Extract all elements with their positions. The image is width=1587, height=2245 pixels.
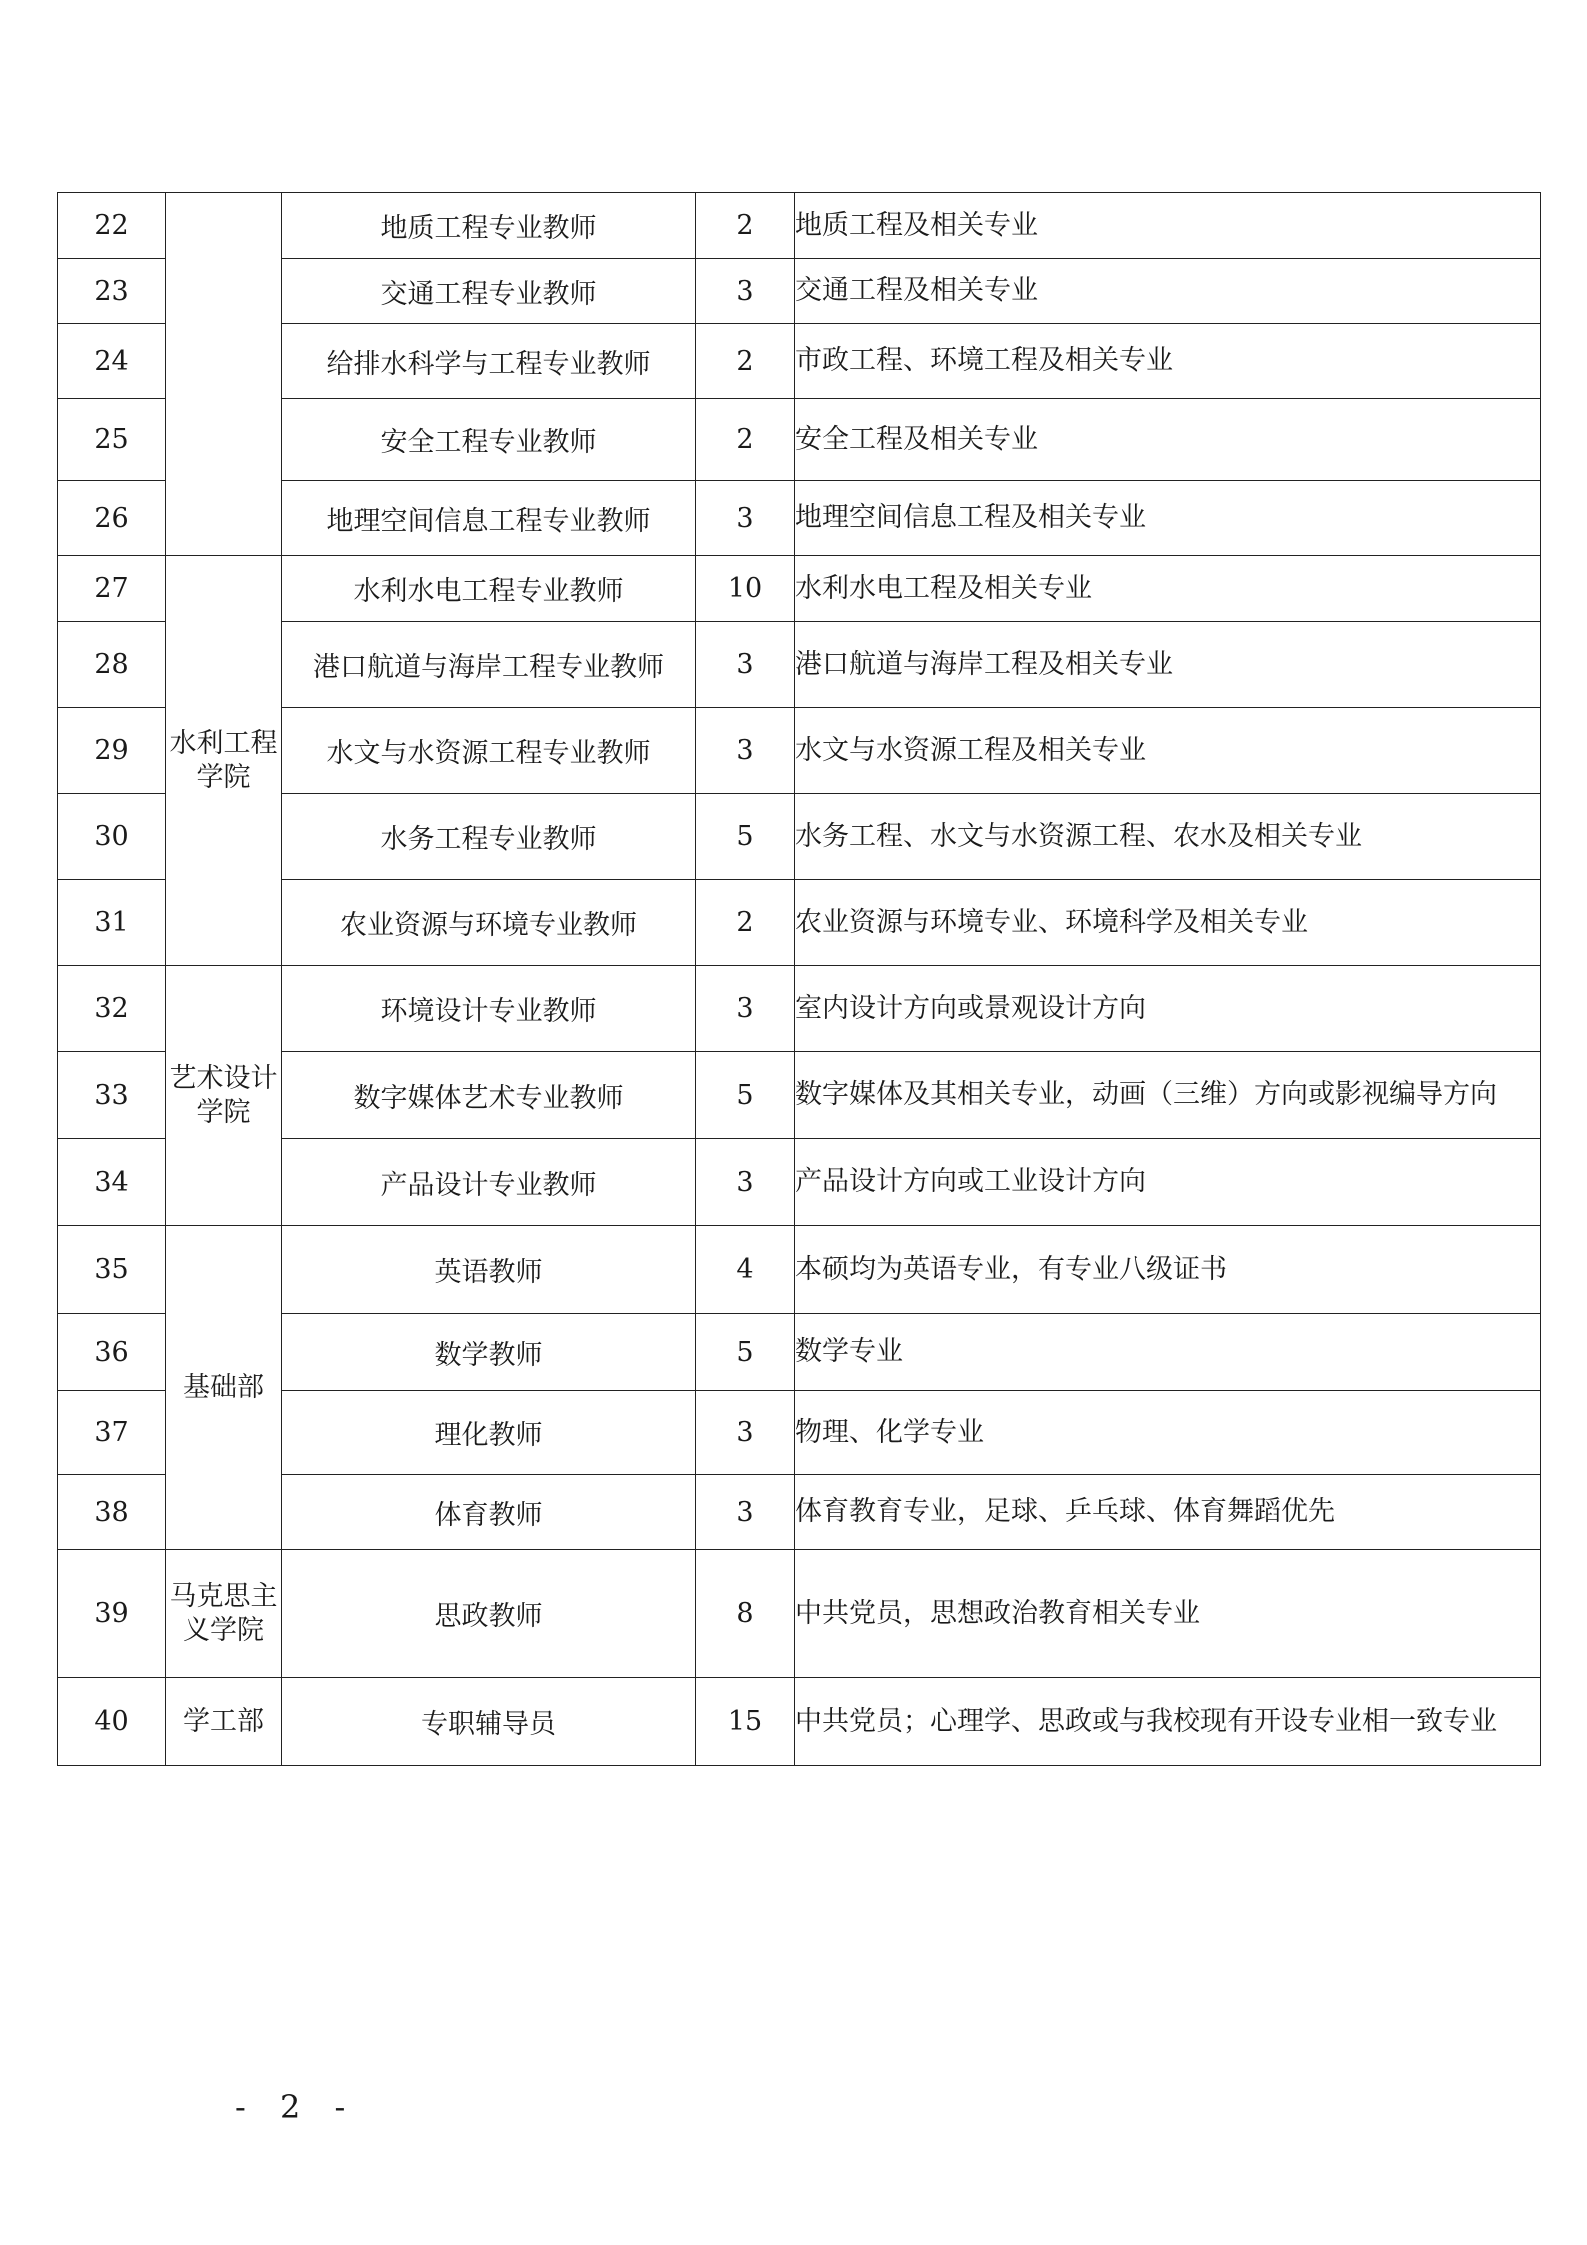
count-cell: 3 <box>696 1391 795 1475</box>
row-number: 33 <box>58 1052 166 1139</box>
page-number: - 2 - <box>235 2088 358 2126</box>
count-cell: 3 <box>696 622 795 708</box>
position-cell: 体育教师 <box>282 1475 696 1550</box>
requirement-cell: 体育教育专业，足球、乒乓球、体育舞蹈优先 <box>795 1475 1541 1550</box>
count-cell: 5 <box>696 1314 795 1391</box>
count-cell: 3 <box>696 966 795 1052</box>
count-cell: 3 <box>696 708 795 794</box>
requirement-cell: 中共党员；心理学、思政或与我校现有开设专业相一致专业 <box>795 1678 1541 1766</box>
position-cell: 水利水电工程专业教师 <box>282 556 696 622</box>
requirement-cell: 地质工程及相关专业 <box>795 193 1541 259</box>
count-cell: 2 <box>696 324 795 399</box>
requirement-cell: 室内设计方向或景观设计方向 <box>795 966 1541 1052</box>
position-cell: 环境设计专业教师 <box>282 966 696 1052</box>
count-cell: 2 <box>696 399 795 481</box>
requirement-cell: 中共党员，思想政治教育相关专业 <box>795 1550 1541 1678</box>
table-row <box>58 193 1541 259</box>
department-cell: 艺术设计学院 <box>166 966 282 1226</box>
count-cell: 10 <box>696 556 795 622</box>
position-cell: 理化教师 <box>282 1391 696 1475</box>
row-number: 36 <box>58 1314 166 1391</box>
department-cell: 马克思主义学院 <box>166 1550 282 1678</box>
recruitment-table <box>57 192 1541 1766</box>
table-row <box>58 1678 1541 1766</box>
position-cell: 港口航道与海岸工程专业教师 <box>282 622 696 708</box>
position-cell: 地理空间信息工程专业教师 <box>282 481 696 556</box>
position-cell: 交通工程专业教师 <box>282 259 696 324</box>
count-cell: 3 <box>696 1139 795 1226</box>
row-number: 24 <box>58 324 166 399</box>
row-number: 23 <box>58 259 166 324</box>
row-number: 40 <box>58 1678 166 1766</box>
row-number: 28 <box>58 622 166 708</box>
requirement-cell: 水文与水资源工程及相关专业 <box>795 708 1541 794</box>
requirement-cell: 数学专业 <box>795 1314 1541 1391</box>
position-cell: 英语教师 <box>282 1226 696 1314</box>
count-cell: 5 <box>696 1052 795 1139</box>
position-cell: 产品设计专业教师 <box>282 1139 696 1226</box>
table-row <box>58 556 1541 622</box>
count-cell: 15 <box>696 1678 795 1766</box>
table-row <box>58 1550 1541 1678</box>
table-row <box>58 1226 1541 1314</box>
department-cell <box>166 193 282 556</box>
count-cell: 3 <box>696 1475 795 1550</box>
requirement-cell: 水务工程、水文与水资源工程、农水及相关专业 <box>795 794 1541 880</box>
row-number: 32 <box>58 966 166 1052</box>
position-cell: 地质工程专业教师 <box>282 193 696 259</box>
requirement-cell: 本硕均为英语专业，有专业八级证书 <box>795 1226 1541 1314</box>
row-number: 27 <box>58 556 166 622</box>
row-number: 37 <box>58 1391 166 1475</box>
requirement-cell: 数字媒体及其相关专业，动画（三维）方向或影视编导方向 <box>795 1052 1541 1139</box>
count-cell: 5 <box>696 794 795 880</box>
count-cell: 2 <box>696 880 795 966</box>
row-number: 35 <box>58 1226 166 1314</box>
row-number: 34 <box>58 1139 166 1226</box>
count-cell: 3 <box>696 481 795 556</box>
count-cell: 4 <box>696 1226 795 1314</box>
count-cell: 3 <box>696 259 795 324</box>
row-number: 31 <box>58 880 166 966</box>
position-cell: 数字媒体艺术专业教师 <box>282 1052 696 1139</box>
position-cell: 思政教师 <box>282 1550 696 1678</box>
requirement-cell: 市政工程、环境工程及相关专业 <box>795 324 1541 399</box>
department-cell: 学工部 <box>166 1678 282 1766</box>
row-number: 25 <box>58 399 166 481</box>
count-cell: 2 <box>696 193 795 259</box>
position-cell: 给排水科学与工程专业教师 <box>282 324 696 399</box>
row-number: 22 <box>58 193 166 259</box>
requirement-cell: 水利水电工程及相关专业 <box>795 556 1541 622</box>
requirement-cell: 地理空间信息工程及相关专业 <box>795 481 1541 556</box>
requirement-cell: 交通工程及相关专业 <box>795 259 1541 324</box>
requirement-cell: 农业资源与环境专业、环境科学及相关专业 <box>795 880 1541 966</box>
requirement-cell: 物理、化学专业 <box>795 1391 1541 1475</box>
count-cell: 8 <box>696 1550 795 1678</box>
position-cell: 水务工程专业教师 <box>282 794 696 880</box>
requirement-cell: 安全工程及相关专业 <box>795 399 1541 481</box>
row-number: 26 <box>58 481 166 556</box>
requirement-cell: 产品设计方向或工业设计方向 <box>795 1139 1541 1226</box>
position-cell: 数学教师 <box>282 1314 696 1391</box>
row-number: 39 <box>58 1550 166 1678</box>
position-cell: 安全工程专业教师 <box>282 399 696 481</box>
department-cell: 基础部 <box>166 1226 282 1550</box>
position-cell: 专职辅导员 <box>282 1678 696 1766</box>
row-number: 30 <box>58 794 166 880</box>
position-cell: 农业资源与环境专业教师 <box>282 880 696 966</box>
row-number: 29 <box>58 708 166 794</box>
requirement-cell: 港口航道与海岸工程及相关专业 <box>795 622 1541 708</box>
table-row <box>58 966 1541 1052</box>
position-cell: 水文与水资源工程专业教师 <box>282 708 696 794</box>
row-number: 38 <box>58 1475 166 1550</box>
department-cell: 水利工程学院 <box>166 556 282 966</box>
